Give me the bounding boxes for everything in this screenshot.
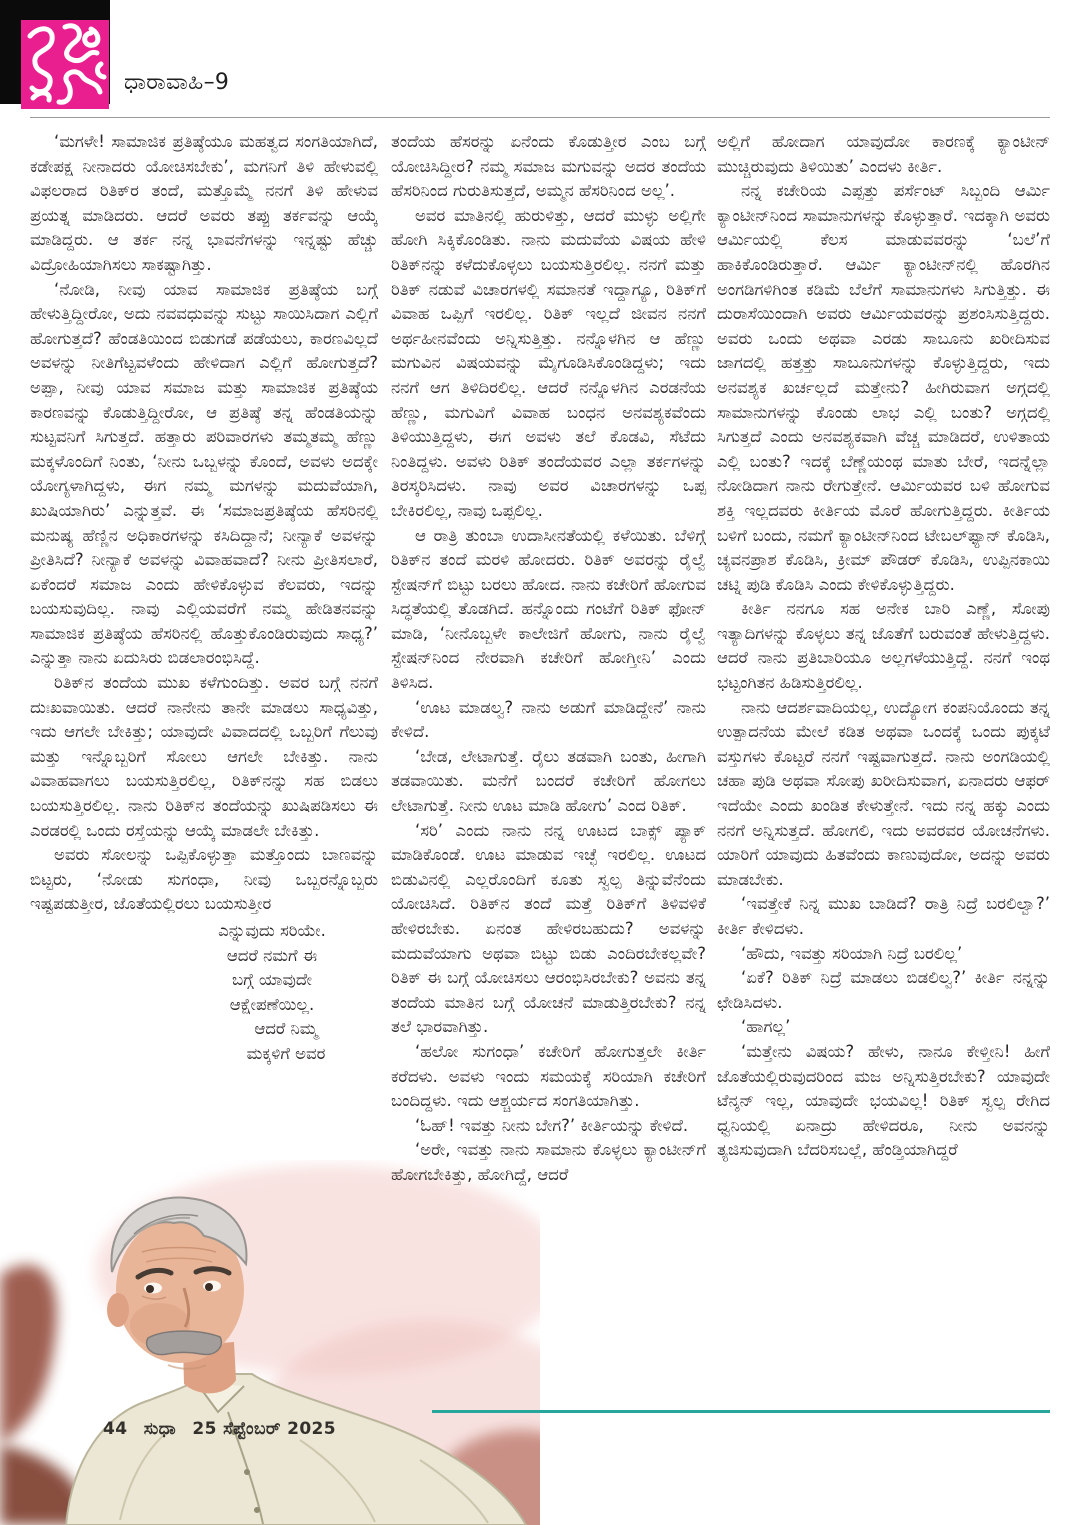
paragraph: ಆ ರಾತ್ರಿ ತುಂಬಾ ಉದಾಸೀನತೆಯಲ್ಲಿ ಕಳೆಯಿತು. ಬೆಳಿಗ್ಗೆ ರಿತಿಕ್‌ನ ತಂದೆ ಮರಳಿ ಹೋದರು. ರಿತಿಕ್ ಅವರನ್ನು ರೈಲ್ವೆ ಸ್ಟೇಷನ್‌ಗೆ ಬಿಟ್ಟು ಬರಲು ಹೋದ. ನಾನು ಕಚೇರಿಗೆ ಹೋಗುವ ಸಿದ್ಧತೆಯಲ್ಲಿ ತೊಡಗಿದೆ. ಹನ್ನೊಂದು ಗಂಟೆಗೆ ರಿತಿಕ್ ಫೋನ್ ಮಾಡಿ, ‘ನೀನೊಬ್ಬಳೇ ಕಾಲೇಜಿಗೆ ಹೋಗು, ನಾನು ರೈಲ್ವೆ ಸ್ಟೇಷನ್‌ನಿಂದ ನೇರವಾಗಿ ಕಚೇರಿಗೆ ಹೋಗ್ತೀನಿ’ ಎಂದು ತಿಳಿಸಿದ.: [391, 525, 706, 693]
text-column-3: [717, 130, 1050, 1163]
wrap-line: ಮಕ್ಕಳಿಗೆ ಅವರ: [246, 1043, 326, 1063]
serial-label: ಧಾರಾವಾಹಿ–9: [124, 70, 230, 95]
footer: [103, 1419, 346, 1439]
wrap-line: ಎನ್ನುವುದು ಸರಿಯೇ.: [218, 921, 326, 940]
paragraph: ‘ಓಹ್! ಇವತ್ತು ನೀನು ಬೇಗ?’ ಕೀರ್ತಿಯನ್ನು ಕೇಳಿದೆ.: [415, 1115, 689, 1135]
header-divider: [30, 117, 1050, 118]
paragraph: ‘ಊಟ ಮಾಡಲ್ವ? ನಾನು ಅಡುಗೆ ಮಾಡಿದ್ದೇನೆ’ ನಾನು ಕೇಳಿದೆ.: [391, 697, 706, 742]
paragraph: ‘ಹಾಗಲ್ಲ’: [741, 1017, 791, 1037]
squiggle-pattern-icon: [21, 20, 109, 109]
paragraph: ‘ಏಕೆ? ರಿತಿಕ್ ನಿದ್ರೆ ಮಾಡಲು ಬಿಡಲಿಲ್ವ?’ ಕೀರ್ತಿ ನನ್ನನ್ನು ಛೇಡಿಸಿದಳು.: [717, 968, 1050, 1012]
wrap-line: ಆದರೆ ನಮಗೆ ಈ: [226, 945, 318, 965]
paragraph: ನನ್ನ ಕಚೇರಿಯ ಎಪ್ಪತ್ತು ಪರ್ಸೆಂಟ್ ಸಿಬ್ಬಂದಿ ಆರ್ಮಿ ಕ್ಯಾಂಟೀನ್‌ನಿಂದ ಸಾಮಾನುಗಳನ್ನು ಕೊಳ್ಳುತ್ತಾರೆ. ಇದಕ್ಕಾಗಿ ಅವರು ಆರ್ಮಿಯಲ್ಲಿ ಕೆಲಸ ಮಾಡುವವರನ್ನು ‘ಬಲೆ’ಗೆ ಹಾಕಿಕೊಂಡಿರುತ್ತಾರೆ. ಆರ್ಮಿ ಕ್ಯಾಂಟೀನ್‌ನಲ್ಲಿ ಹೊರಗಿನ ಅಂಗಡಿಗಳಿಗಿಂತ ಕಡಿಮೆ ಬೆಲೆಗೆ ಸಾಮಾನುಗಳು ಸಿಗುತ್ತಿತ್ತು. ಈ ದುರಾಸೆಯಿಂದಾಗಿ ಅವರು ಆರ್ಮಿಯವರನ್ನು ಪ್ರಶಂಸಿಸುತ್ತಿದ್ದರು. ಅವರು ಒಂದು ಅಥವಾ ಎರಡು ಸಾಬೂನು ಖರೀದಿಸುವ ಜಾಗದಲ್ಲಿ ಹತ್ತತ್ತು ಸಾಬೂನುಗಳನ್ನು ಕೊಳ್ಳುತ್ತಿದ್ದರು, ಇದು ಅನವಶ್ಯಕ ಖರ್ಚಲ್ಲದೆ ಮತ್ತೇನು? ಹೀಗಿರುವಾಗ ಅಗ್ಗದಲ್ಲಿ ಸಾಮಾನುಗಳನ್ನು ಕೊಂಡು ಲಾಭ ಎಲ್ಲಿ ಬಂತು? ಅಗ್ಗದಲ್ಲಿ ಸಿಗುತ್ತದೆ ಎಂದು ಅನವಶ್ಯಕವಾಗಿ ವೆಚ್ಚ ಮಾಡಿದರೆ, ಉಳಿತಾಯ ಎಲ್ಲಿ ಬಂತು? ಇದಕ್ಕೆ ಬೆಣ್ಣೆಯಂಥ ಮಾತು ಬೇರೆ, ಇದನ್ನೆಲ್ಲಾ ನೋಡಿದಾಗ ನಾನು ರೇಗುತ್ತೇನೆ. ಆರ್ಮಿಯವರ ಬಳಿ ಹೋಗುವ ಶಕ್ತಿ ಇಲ್ಲದವರು ಕೀರ್ತಿಯ ಮೊರೆ ಹೋಗುತ್ತಿದ್ದರು. ಕೀರ್ತಿಯ ಬಳಿಗೆ ಬಂದು, ನಮಗೆ ಕ್ಯಾಂಟೀನ್‌ನಿಂದ ಟೇಬಲ್‌ಫ್ಯಾನ್ ಕೊಡಿಸಿ, ಚ್ಯವನಪ್ರಾಶ ಕೊಡಿಸಿ, ಕ್ರೀಮ್ ಪೌಡರ್ ಕೊಡಿಸಿ, ಉಪ್ಪಿನಕಾಯಿ ಚಟ್ನಿ ಪುಡಿ ಕೊಡಿಸಿ ಎಂದು ಕೇಳಿಕೊಳ್ಳುತ್ತಿದ್ದರು.: [717, 181, 1050, 594]
elderly-man-watercolor-illustration: [0, 1160, 540, 1525]
paragraph: ‘ಬೇಡ, ಲೇಟಾಗುತ್ತೆ. ರೈಲು ತಡವಾಗಿ ಬಂತು, ಹೀಗಾಗಿ ತಡವಾಯಿತು. ಮನೆಗೆ ಬಂದರೆ ಕಚೇರಿಗೆ ಹೋಗಲು ಲೇಟಾಗುತ್ತೆ. ನೀನು ಊಟ ಮಾಡಿ ಹೋಗು’ ಎಂದ ರಿತಿಕ್.: [391, 746, 706, 816]
paragraph: ‘ನೋಡಿ, ನೀವು ಯಾವ ಸಾಮಾಜಿಕ ಪ್ರತಿಷ್ಠೆಯ ಬಗ್ಗೆ ಹೇಳುತ್ತಿದ್ದೀರೋ, ಅದು ನವವಧುವನ್ನು ಸುಟ್ಟು ಸಾಯಿಸಿದಾಗ ಎಲ್ಲಿಗೆ ಹೋಗುತ್ತದೆ? ಹೆಂಡತಿಯಿಂದ ಬಿಡುಗಡೆ ಪಡೆಯಲು, ಕಾರಣವಿಲ್ಲದೆ ಅವಳನ್ನು ನೀತಿಗೆಟ್ಟವಳೆಂದು ಹೇಳಿದಾಗ ಎಲ್ಲಿಗೆ ಹೋಗುತ್ತದೆ? ಅಪ್ಪಾ, ನೀವು ಯಾವ ಸಮಾಜ ಮತ್ತು ಸಾಮಾಜಿಕ ಪ್ರತಿಷ್ಠೆಯ ಕಾರಣವನ್ನು ಕೊಡುತ್ತಿದ್ದೀರೋ, ಆ ಪ್ರತಿಷ್ಠೆ ತನ್ನ ಹೆಂಡತಿಯನ್ನು ಸುಟ್ಟವನಿಗೆ ಸಿಗುತ್ತದೆ. ಹತ್ತಾರು ಪರಿವಾರಗಳು ತಮ್ಮತಮ್ಮ ಹೆಣ್ಣು ಮಕ್ಕಳೊಂದಿಗೆ ನಿಂತು, ‘ನೀನು ಒಬ್ಬಳನ್ನು ಕೊಂದೆ, ಅವಳು ಅದಕ್ಕೇ ಯೋಗ್ಯಳಾಗಿದ್ದಳು, ಈಗ ನಮ್ಮ ಮಗಳನ್ನು ಮದುವೆಯಾಗಿ, ಖುಷಿಯಾಗಿರು’ ಎನ್ನುತ್ತವೆ. ಈ ‘ಸಮಾಜಪ್ರತಿಷ್ಠೆಯ ಹೆಸರಿನಲ್ಲಿ ಮನುಷ್ಯ ಹೆಣ್ಣಿನ ಅಧಿಕಾರಗಳನ್ನು ಕಸಿದಿದ್ದಾನೆ; ನೀನ್ಯಾಕೆ ಅವಳನ್ನು ಪ್ರೀತಿಸಿದೆ? ನೀನ್ಯಾಕೆ ಅವಳನ್ನು ವಿವಾಹವಾದೆ? ನೀನು ಪ್ರೀತಿಸಲಾರೆ, ಏಕೆಂದರೆ ಸಮಾಜ ಎಂದು ಹೇಳಿಕೊಳ್ಳುವ ಕೆಲವರು, ಇದನ್ನು ಬಯಸುವುದಿಲ್ಲ. ನಾವು ಎಲ್ಲಿಯವರೆಗೆ ನಮ್ಮ ಹೇಡಿತನವನ್ನು ಸಾಮಾಜಿಕ ಪ್ರತಿಷ್ಠೆಯ ಹೆಸರಿನಲ್ಲಿ ಹೊತ್ತುಕೊಂಡಿರುವುದು ಸಾಧ್ಯ?’ ಎನ್ನುತ್ತಾ ನಾನು ಏದುಸಿರು ಬಿಡಲಾರಂಭಿಸಿದ್ದೆ.: [30, 279, 378, 668]
paragraph: ಅವರ ಮಾತಿನಲ್ಲಿ ಹುರುಳಿತ್ತು, ಆದರೆ ಮುಳ್ಳು ಅಲ್ಲಿಗೇ ಹೋಗಿ ಸಿಕ್ಕಿಕೊಂಡಿತು. ನಾನು ಮದುವೆಯ ವಿಷಯ ಹೇಳಿ ರಿತಿಕ್‌ನನ್ನು ಕಳೆದುಕೊಳ್ಳಲು ಬಯಸುತ್ತಿರಲಿಲ್ಲ. ನನಗೆ ಮತ್ತು ರಿತಿಕ್ ನಡುವೆ ವಿಚಾರಗಳಲ್ಲಿ ಸಮಾನತೆ ಇದ್ದಾಗ್ಯೂ, ರಿತಿಕ್‌ಗೆ ವಿವಾಹ ಒಪ್ಪಿಗೆ ಇರಲಿಲ್ಲ. ರಿತಿಕ್ ಇಲ್ಲದೆ ಜೀವನ ನನಗೆ ಅರ್ಥಹೀನವೆಂದು ಅನ್ನಿಸುತ್ತಿತ್ತು. ನನ್ನೊಳಗಿನ ಆ ಹೆಣ್ಣು ಮಗುವಿನ ವಿಷಯವನ್ನು ಮೈಗೂಡಿಸಿಕೊಂಡಿದ್ದಳು; ಇದು ನನಗೆ ಆಗ ತಿಳಿದಿರಲಿಲ್ಲ. ಆದರೆ ನನ್ನೊಳಗಿನ ಎರಡನೆಯ ಹೆಣ್ಣು, ಮಗುವಿಗೆ ವಿವಾಹ ಬಂಧನ ಅನವಶ್ಯಕವೆಂದು ತಿಳಿಯುತ್ತಿದ್ದಳು, ಈಗ ಅವಳು ತಲೆ ಕೊಡವಿ, ಸೆಟೆದು ನಿಂತಿದ್ದಳು. ಅವಳು ರಿತಿಕ್ ತಂದೆಯವರ ಎಲ್ಲಾ ತರ್ಕಗಳನ್ನು ತಿರಸ್ಕರಿಸಿದಳು. ನಾವು ಅವರ ವಿಚಾರಗಳನ್ನು ಒಪ್ಪ ಬೇಕಿರಲಿಲ್ಲ, ನಾವು ಒಪ್ಪಲಿಲ್ಲ.: [391, 205, 706, 520]
wrap-line: ಆಕ್ಷೇಪಣೆಯಿಲ್ಲ.: [229, 994, 315, 1014]
paragraph: ‘ಅರೇ, ಇವತ್ತು ನಾನು ಸಾಮಾನು ಕೊಳ್ಳಲು ಕ್ಯಾಂಟೀನ್‌ಗೆ ಹೋಗಬೇಕಿತ್ತು, ಹೋಗಿದ್ದೆ, ಆದರೆ: [391, 1140, 706, 1184]
paragraph: ‘ಸರಿ’ ಎಂದು ನಾನು ನನ್ನ ಊಟದ ಬಾಕ್ಸ್ ಪ್ಯಾಕ್ ಮಾಡಿಕೊಂಡೆ. ಊಟ ಮಾಡುವ ಇಚ್ಛೆ ಇರಲಿಲ್ಲ. ಊಟದ ಬಿಡುವಿನಲ್ಲಿ ಎಲ್ಲರೊಂದಿಗೆ ಕೂತು ಸ್ವಲ್ಪ ತಿನ್ನುವೆನೆಂದು ಯೋಚಿಸಿದೆ. ರಿತಿಕ್‌ನ ತಂದೆ ಮತ್ತೆ ರಿತಿಕ್‌ಗೆ ತಿಳಿವಳಿಕೆ ಹೇಳಿರಬೇಕು. ಏನಂತ ಹೇಳಿರಬಹುದು? ಅವಳನ್ನು ಮದುವೆಯಾಗು ಅಥವಾ ಬಿಟ್ಟು ಬಿಡು ಎಂದಿರಬೇಕಲ್ಲವೇ? ರಿತಿಕ್ ಈ ಬಗ್ಗೆ ಯೋಚಿಸಲು ಆರಂಭಿಸಿರಬೇಕು? ಅವನು ತನ್ನ ತಂದೆಯ ಮಾತಿನ ಬಗ್ಗೆ ಯೋಚನೆ ಮಾಡುತ್ತಿರಬೇಕು? ನನ್ನ ತಲೆ ಭಾರವಾಗಿತ್ತು.: [391, 820, 706, 1037]
paragraph: ಕೀರ್ತಿ ನನಗೂ ಸಹ ಅನೇಕ ಬಾರಿ ಎಣ್ಣೆ, ಸೋಪು ಇತ್ಯಾದಿಗಳನ್ನು ಕೊಳ್ಳಲು ತನ್ನ ಜೊತೆಗೆ ಬರುವಂತೆ ಹೇಳುತ್ತಿದ್ದಳು. ಆದರೆ ನಾನು ಪ್ರತಿಬಾರಿಯೂ ಅಲ್ಲಗಳೆಯುತ್ತಿದ್ದೆ. ನನಗೆ ಇಂಥ ಭಟ್ಟಂಗಿತನ ಹಿಡಿಸುತ್ತಿರಲಿಲ್ಲ.: [717, 599, 1050, 693]
paragraph: ‘ಇವತ್ತೇಕೆ ನಿನ್ನ ಮುಖ ಬಾಡಿದೆ? ರಾತ್ರಿ ನಿದ್ರೆ ಬರಲಿಲ್ವಾ?’ ಕೀರ್ತಿ ಕೇಳಿದಳು.: [717, 894, 1050, 938]
wrapped-text-around-illustration: [166, 919, 378, 1067]
page-number: 44: [103, 1419, 128, 1439]
paragraph: ರಿತಿಕ್‌ನ ತಂದೆಯ ಮುಖ ಕಳೆಗುಂದಿತ್ತು. ಅವರ ಬಗ್ಗೆ ನನಗೆ ದುಃಖವಾಯಿತು. ಆದರೆ ನಾನೇನು ತಾನೇ ಮಾಡಲು ಸಾಧ್ಯವಿತ್ತು, ಇದು ಆಗಲೇ ಬೇಕಿತ್ತು; ಯಾವುದೇ ವಿವಾದದಲ್ಲಿ ಒಬ್ಬರಿಗೆ ಗೆಲುವು ಮತ್ತು ಇನ್ನೊಬ್ಬರಿಗೆ ಸೋಲು ಆಗಲೇ ಬೇಕಿತ್ತು. ನಾನು ವಿವಾಹವಾಗಲು ಬಯಸುತ್ತಿರಲಿಲ್ಲ, ರಿತಿಕ್‌ನನ್ನು ಸಹ ಬಿಡಲು ಬಯಸುತ್ತಿರಲಿಲ್ಲ. ನಾನು ರಿತಿಕ್‌ನ ತಂದೆಯನ್ನು ಖುಷಿಪಡಿಸಲು ಈ ಎರಡರಲ್ಲಿ ಒಂದು ರಸ್ತೆಯನ್ನು ಆಯ್ಕೆ ಮಾಡಲೇ ಬೇಕಿತ್ತು.: [30, 673, 378, 840]
paragraph: ಅಲ್ಲಿಗೆ ಹೋದಾಗ ಯಾವುದೋ ಕಾರಣಕ್ಕೆ ಕ್ಯಾಂಟೀನ್ ಮುಚ್ಚಿರುವುದು ತಿಳಿಯಿತು’ ಎಂದಳು ಕೀರ್ತಿ.: [717, 132, 1050, 176]
wrap-line: ಆದರೆ ನಿಮ್ಮ: [254, 1019, 318, 1039]
paragraph: ತಂದೆಯ ಹೆಸರನ್ನು ಏನೆಂದು ಕೊಡುತ್ತೀರ ಎಂಬ ಬಗ್ಗೆ ಯೋಚಿಸಿದ್ದೀರ? ನಮ್ಮ ಸಮಾಜ ಮಗುವನ್ನು ಅದರ ತಂದೆಯ ಹೆಸರಿನಿಂದ ಗುರುತಿಸುತ್ತದೆ, ಅಮ್ಮನ ಹೆಸರಿನಿಂದ ಅಲ್ಲ’.: [391, 132, 706, 201]
text-column-2: [391, 130, 706, 1188]
paragraph: ಅವರು ಸೋಲನ್ನು ಒಪ್ಪಿಕೊಳ್ಳುತ್ತಾ ಮತ್ತೊಂದು ಬಾಣವನ್ನು ಬಿಟ್ಟರು, ‘ನೋಡು ಸುಗಂಧಾ, ನೀವು ಒಬ್ಬರನ್ನೊಬ್ಬರು ಇಷ್ಟಪಡುತ್ತೀರ, ಜೊತೆಯಲ್ಲಿರಲು ಬಯಸುತ್ತೀರ: [30, 845, 378, 914]
paragraph: ‘ಹೌದು, ಇವತ್ತು ಸರಿಯಾಗಿ ನಿದ್ರೆ ಬರಲಿಲ್ಲ’: [741, 943, 963, 963]
magazine-name: ಸುಧಾ: [143, 1419, 177, 1439]
paragraph: ‘ಹಲೋ ಸುಗಂಧಾ’ ಕಚೇರಿಗೆ ಹೋಗುತ್ತಲೇ ಕೀರ್ತಿ ಕರೆದಳು. ಅವಳು ಇಂದು ಸಮಯಕ್ಕೆ ಸರಿಯಾಗಿ ಕಚೇರಿಗೆ ಬಂದಿದ್ದಳು. ಇದು ಆಶ್ಚರ್ಯದ ಸಂಗತಿಯಾಗಿತ್ತು.: [391, 1041, 706, 1111]
paragraph: ‘ಮಗಳೇ! ಸಾಮಾಜಿಕ ಪ್ರತಿಷ್ಠೆಯೂ ಮಹತ್ವದ ಸಂಗತಿಯಾಗಿದೆ, ಕಡೇಪಕ್ಷ ನೀನಾದರು ಯೋಚಿಸಬೇಕು’, ಮಗನಿಗೆ ತಿಳಿ ಹೇಳುವಲ್ಲಿ ವಿಫಲರಾದ ರಿತಿಕ್‌ರ ತಂದೆ, ಮತ್ತೊಮ್ಮೆ ನನಗೆ ತಿಳಿ ಹೇಳುವ ಪ್ರಯತ್ನ ಮಾಡಿದರು. ಆದರೆ ಅವರು ತಪ್ಪು ತರ್ಕವನ್ನು ಆಯ್ಕೆ ಮಾಡಿದ್ದರು. ಆ ತರ್ಕ ನನ್ನ ಭಾವನೆಗಳನ್ನು ಇನ್ನಷ್ಟು ಹೆಚ್ಚು ವಿದ್ರೋಹಿಯಾಗಿಸಲು ಸಾಕಷ್ಟಾಗಿತ್ತು.: [30, 132, 378, 274]
paragraph: ‘ಮತ್ತೇನು ವಿಷಯ? ಹೇಳು, ನಾನೂ ಕೇಳ್ತೀನಿ! ಹೀಗೆ ಜೊತೆಯಲ್ಲಿರುವುದರಿಂದ ಮಜ ಅನ್ನಿಸುತ್ತಿರಬೇಕು? ಯಾವುದೇ ಟೆನ್ಶನ್ ಇಲ್ಲ, ಯಾವುದೇ ಭಯವಿಲ್ಲ! ರಿತಿಕ್ ಸ್ವಲ್ಪ ರೇಗಿದ ಧ್ವನಿಯಲ್ಲಿ ಏನಾದ್ರು ಹೇಳಿದರೂ, ನೀನು ಅವನನ್ನು ತ್ಯಜಿಸುವುದಾಗಿ ಬೆದರಿಸಬಲ್ಲೆ, ಹೆಂಡ್ತಿಯಾಗಿದ್ದರೆ: [717, 1041, 1050, 1160]
magazine-section-logo: [21, 20, 109, 109]
wrap-line: ಬಗ್ಗೆ ಯಾವುದೇ: [232, 970, 312, 990]
footer-teal-rule: [432, 1410, 1050, 1413]
text-column-1: [30, 130, 378, 1067]
paragraph: ನಾನು ಆದರ್ಶವಾದಿಯಲ್ಲ, ಉದ್ಯೋಗ ಕಂಪನಿಯೊಂದು ತನ್ನ ಉತ್ಪಾದನೆಯ ಮೇಲೆ ಕಡಿತ ಅಥವಾ ಒಂದಕ್ಕೆ ಒಂದು ಪುಕ್ಕಟೆ ವಸ್ತುಗಳು ಕೊಟ್ಟರೆ ನನಗೆ ಇಷ್ಟವಾಗುತ್ತದೆ. ನಾನು ಅಂಗಡಿಯಲ್ಲಿ ಚಹಾ ಪುಡಿ ಅಥವಾ ಸೋಪು ಖರೀದಿಸುವಾಗ, ಏನಾದರು ಆಫರ್ ಇದೆಯೇ ಎಂದು ಖಂಡಿತ ಕೇಳುತ್ತೇನೆ. ಇದು ನನ್ನ ಹಕ್ಕು ಎಂದು ನನಗೆ ಅನ್ನಿಸುತ್ತದೆ. ಹೋಗಲಿ, ಇದು ಅವರವರ ಯೋಚನೆಗಳು. ಯಾರಿಗೆ ಯಾವುದು ಹಿತವೆಂದು ಕಾಣುವುದೋ, ಅದನ್ನು ಅವರು ಮಾಡಬೇಕು.: [717, 697, 1050, 889]
issue-date: 25 ಸೆಪ್ಟೆಂಬರ್ 2025: [192, 1419, 337, 1439]
